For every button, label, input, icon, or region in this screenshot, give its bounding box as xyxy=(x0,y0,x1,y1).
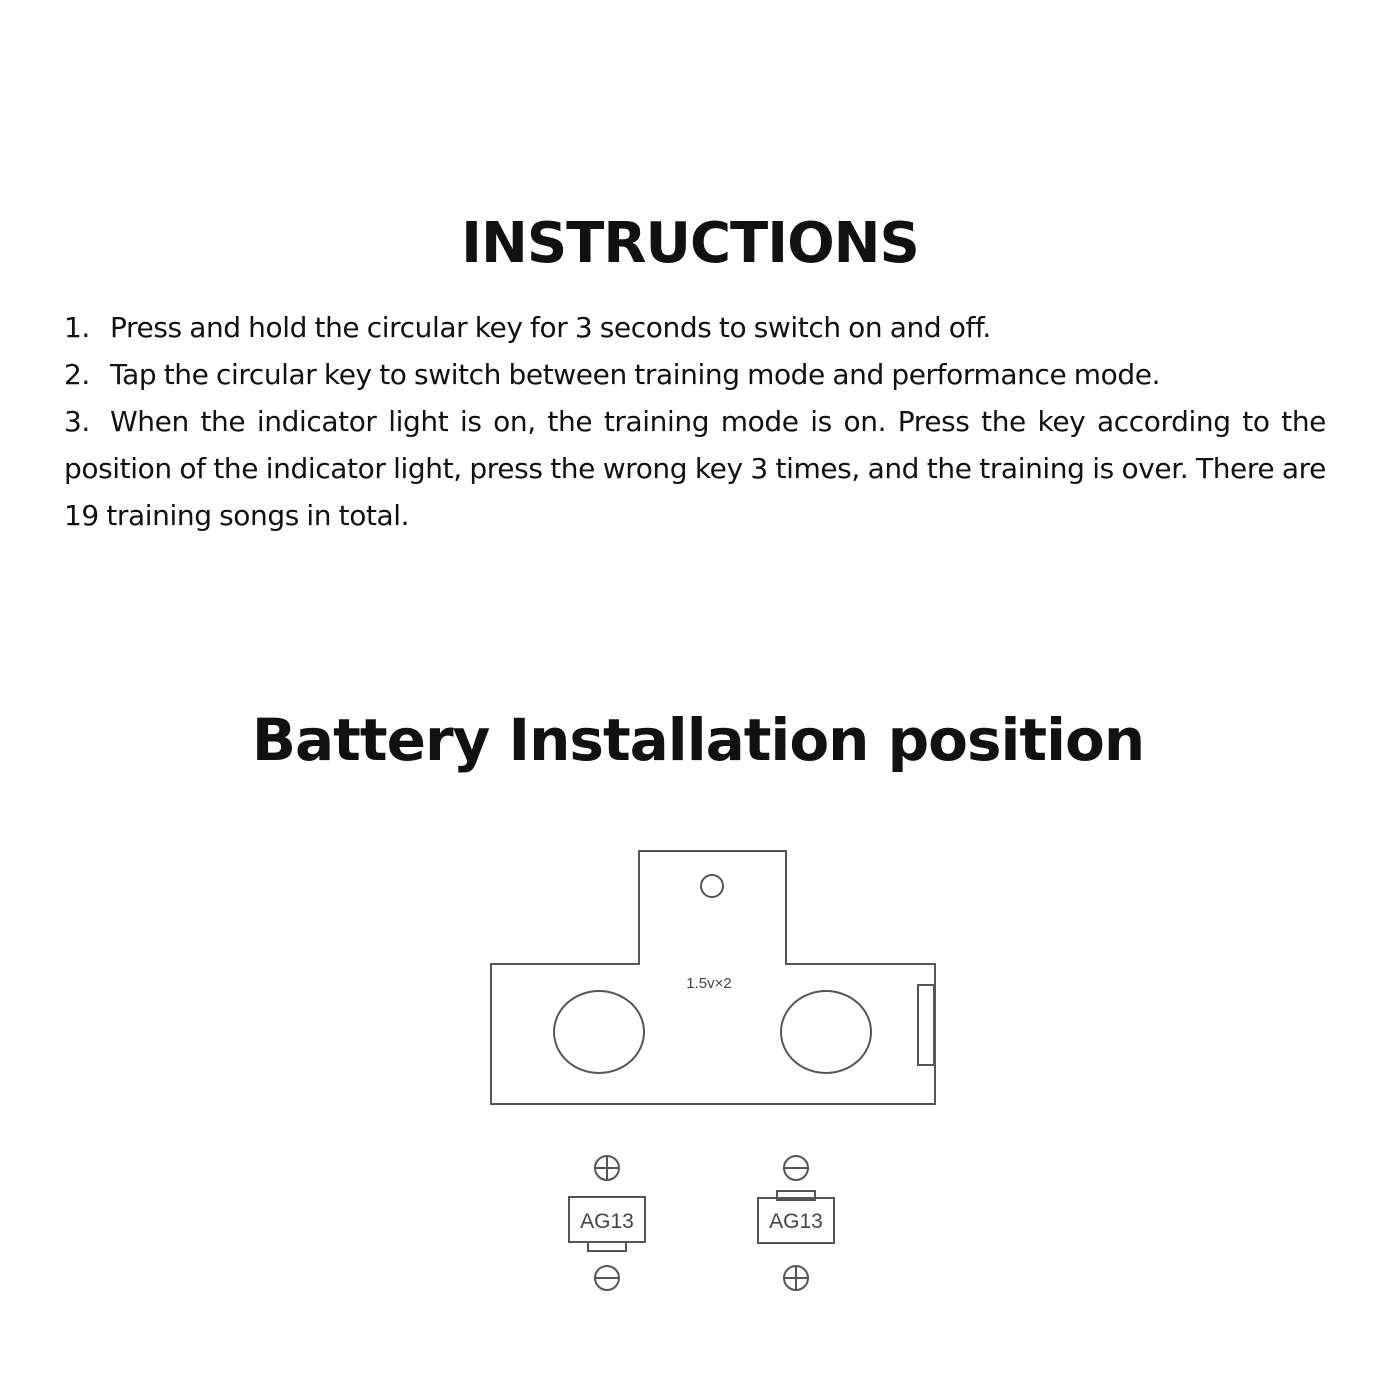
compartment-label: 1.5v×2 xyxy=(686,975,732,992)
step-number: 2. xyxy=(64,358,90,391)
step-text: Press and hold the circular key for 3 seconds to switch on and off. xyxy=(110,311,991,344)
instructions-list xyxy=(64,304,1326,539)
mounting-hole xyxy=(701,875,723,897)
battery-label: AG13 xyxy=(580,1210,634,1233)
side-clip xyxy=(918,985,934,1065)
step-number: 1. xyxy=(64,311,90,344)
battery-compartment-outline xyxy=(491,851,935,1104)
plus-icon xyxy=(784,1266,808,1290)
step-number: 3. xyxy=(64,405,90,438)
battery-body xyxy=(569,1197,645,1242)
instructions-title: INSTRUCTIONS xyxy=(461,211,919,276)
step-text: When the indicator light is on, the training mode is on. Press the key according to the position of the indicator light, press the wrong key 3 times, and the training is over. There are 19 training songs in total. xyxy=(64,405,1326,532)
battery-slot-left xyxy=(554,991,644,1073)
instruction-step-1 xyxy=(64,304,1326,351)
step-text: Tap the circular key to switch between training mode and performance mode. xyxy=(110,358,1161,391)
battery-body xyxy=(758,1198,834,1243)
battery-terminal xyxy=(777,1191,815,1200)
battery-label: AG13 xyxy=(769,1210,823,1233)
battery-title: Battery Installation position xyxy=(251,706,1145,774)
plus-icon xyxy=(595,1156,619,1180)
battery-left xyxy=(569,1156,645,1290)
battery-slot-right xyxy=(781,991,871,1073)
instruction-step-3 xyxy=(64,398,1326,539)
instruction-step-2 xyxy=(64,351,1326,398)
minus-icon xyxy=(595,1266,619,1290)
battery-terminal xyxy=(588,1242,626,1251)
battery-right xyxy=(758,1156,834,1290)
minus-icon xyxy=(784,1156,808,1180)
